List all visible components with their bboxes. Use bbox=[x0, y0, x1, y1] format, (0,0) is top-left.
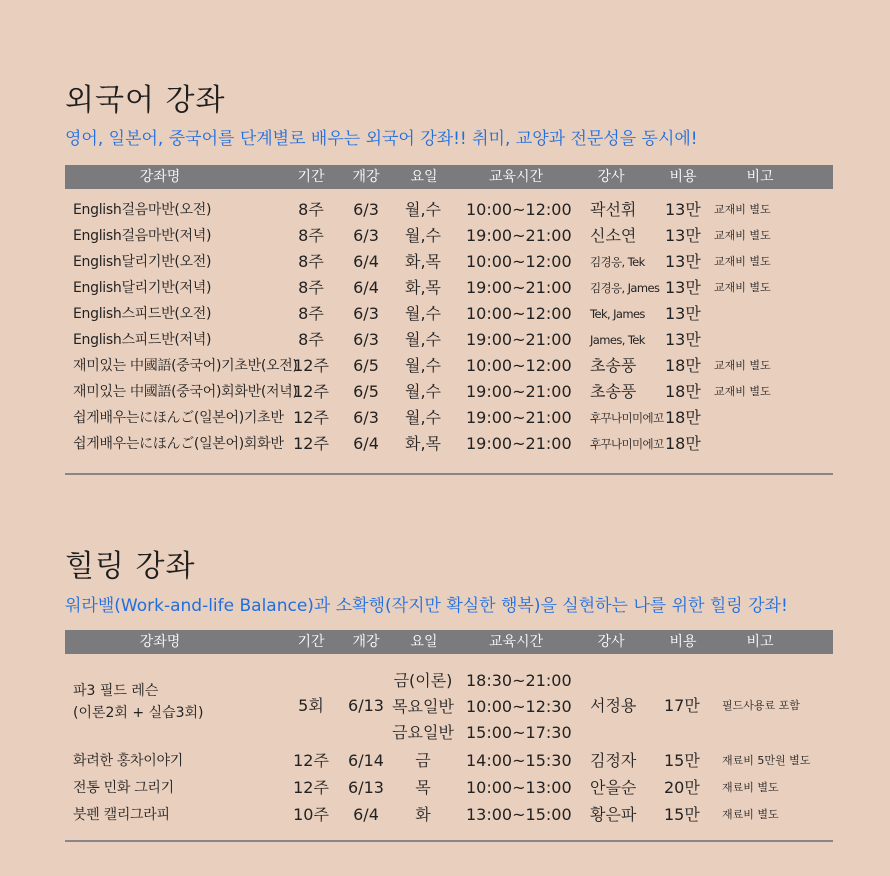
course-name-line2: (이론2회 + 실습3회) bbox=[73, 705, 204, 721]
course-start: 6/13 bbox=[348, 696, 384, 715]
course-note: 교재비 별도 bbox=[714, 255, 771, 268]
table-row bbox=[65, 775, 833, 801]
course-fee: 20만 bbox=[664, 778, 700, 797]
course-start: 6/3 bbox=[353, 226, 379, 245]
header-days: 요일 bbox=[410, 634, 438, 650]
healing-section-subtitle: 워라밸(Work-and-life Balance)과 소확행(작지만 확실한 행복)을 실현하는 나를 위한 힐링 강좌! bbox=[65, 596, 788, 616]
course-instructor: 황은파 bbox=[590, 805, 637, 824]
course-days: 화,목 bbox=[405, 278, 441, 297]
course-instructor: 초송풍 bbox=[590, 356, 637, 375]
course-note: 재료비 5만원 별도 bbox=[722, 754, 811, 767]
course-time: 10:00~12:00 bbox=[466, 304, 572, 323]
course-fee: 18만 bbox=[665, 434, 701, 453]
course-period: 12주 bbox=[293, 434, 329, 453]
course-start: 6/4 bbox=[353, 252, 379, 271]
course-instructor: 김경응, Tek bbox=[590, 255, 645, 269]
table-row bbox=[65, 748, 833, 774]
course-start: 6/3 bbox=[353, 330, 379, 349]
course-period: 5회 bbox=[298, 696, 324, 715]
course-name: 쉽게배우는にほんご(일본어)회화반 bbox=[73, 436, 284, 452]
course-instructor: 후꾸나미미에꼬 bbox=[590, 437, 664, 451]
course-period: 12주 bbox=[293, 751, 329, 770]
course-start: 6/5 bbox=[353, 382, 379, 401]
header-period: 기간 bbox=[297, 169, 325, 185]
course-period: 8주 bbox=[298, 304, 324, 323]
course-time: 19:00~21:00 bbox=[466, 434, 572, 453]
foreign-section-title: 외국어 강좌 bbox=[65, 83, 226, 118]
course-start: 6/14 bbox=[348, 751, 384, 770]
course-time: 10:00~13:00 bbox=[466, 778, 572, 797]
course-days: 금(이론) bbox=[393, 671, 453, 690]
course-instructor: James, Tek bbox=[590, 333, 645, 347]
course-fee: 13만 bbox=[665, 226, 701, 245]
table-row bbox=[65, 668, 833, 746]
course-days: 화 bbox=[415, 805, 431, 824]
course-note: 교재비 별도 bbox=[714, 281, 771, 294]
course-days: 월,수 bbox=[405, 330, 441, 349]
header-start: 개강 bbox=[352, 634, 380, 650]
course-start: 6/4 bbox=[353, 434, 379, 453]
course-time: 10:00~12:00 bbox=[466, 356, 572, 375]
course-fee: 17만 bbox=[664, 696, 700, 715]
course-fee: 13만 bbox=[665, 252, 701, 271]
course-time: 19:00~21:00 bbox=[466, 330, 572, 349]
course-fee: 13만 bbox=[665, 278, 701, 297]
course-period: 12주 bbox=[293, 356, 329, 375]
header-course-name: 강좌명 bbox=[139, 169, 181, 185]
course-days: 화,목 bbox=[405, 434, 441, 453]
course-name: English스피드반(저녁) bbox=[73, 332, 212, 348]
course-note: 재료비 별도 bbox=[722, 781, 779, 794]
course-time: 10:00~12:30 bbox=[466, 697, 572, 716]
course-name: English달리기반(저녁) bbox=[73, 280, 212, 296]
course-note: 교재비 별도 bbox=[714, 385, 771, 398]
course-time: 14:00~15:30 bbox=[466, 751, 572, 770]
table-row bbox=[65, 802, 833, 828]
course-note: 재료비 별도 bbox=[722, 808, 779, 821]
course-name: English달리기반(오전) bbox=[73, 254, 212, 270]
course-period: 8주 bbox=[298, 200, 324, 219]
course-name: 쉽게배우는にほんご(일본어)기초반 bbox=[73, 410, 284, 426]
header-start: 개강 bbox=[352, 169, 380, 185]
course-start: 6/3 bbox=[353, 200, 379, 219]
course-period: 12주 bbox=[293, 778, 329, 797]
course-instructor: 김정자 bbox=[590, 751, 637, 770]
course-time: 13:00~15:00 bbox=[466, 805, 572, 824]
course-fee: 18만 bbox=[665, 408, 701, 427]
course-name: English걸음마반(저녁) bbox=[73, 228, 212, 244]
course-days: 목 bbox=[415, 778, 431, 797]
course-fee: 13만 bbox=[665, 330, 701, 349]
healing-table-header bbox=[65, 630, 833, 654]
course-name: 화려한 홍차이야기 bbox=[73, 753, 183, 769]
course-note: 교재비 별도 bbox=[714, 203, 771, 216]
course-name: 재미있는 中國語(중국어)회화반(저녁) bbox=[73, 384, 298, 400]
healing-table-bottom-rule bbox=[65, 840, 833, 842]
course-period: 8주 bbox=[298, 252, 324, 271]
course-days: 월,수 bbox=[405, 200, 441, 219]
course-days: 목요일반 bbox=[392, 697, 454, 716]
course-name-line1: 파3 필드 레슨 bbox=[73, 683, 159, 699]
course-period: 12주 bbox=[293, 382, 329, 401]
header-time: 교육시간 bbox=[488, 169, 544, 185]
course-instructor: 신소연 bbox=[590, 226, 637, 245]
course-note: 교재비 별도 bbox=[714, 359, 771, 372]
course-instructor: 안을순 bbox=[590, 778, 637, 797]
course-fee: 13만 bbox=[665, 304, 701, 323]
header-fee: 비용 bbox=[669, 634, 697, 650]
course-start: 6/3 bbox=[353, 408, 379, 427]
foreign-section-subtitle: 영어, 일본어, 중국어를 단계별로 배우는 외국어 강좌!! 취미, 교양과 전문성을 동시에! bbox=[65, 129, 698, 149]
course-fee: 15만 bbox=[664, 805, 700, 824]
header-period: 기간 bbox=[297, 634, 325, 650]
course-time: 10:00~12:00 bbox=[466, 252, 572, 271]
course-name: English스피드반(오전) bbox=[73, 306, 212, 322]
course-start: 6/4 bbox=[353, 278, 379, 297]
course-time: 19:00~21:00 bbox=[466, 226, 572, 245]
course-days: 월,수 bbox=[405, 304, 441, 323]
course-fee: 13만 bbox=[665, 200, 701, 219]
course-start: 6/4 bbox=[353, 805, 379, 824]
course-days: 월,수 bbox=[405, 408, 441, 427]
course-name: 전통 민화 그리기 bbox=[73, 780, 174, 796]
course-days: 금요일반 bbox=[392, 723, 454, 742]
course-days: 월,수 bbox=[405, 356, 441, 375]
course-period: 8주 bbox=[298, 330, 324, 349]
course-instructor: 후꾸나미미에꼬 bbox=[590, 411, 664, 425]
header-course-name: 강좌명 bbox=[139, 634, 181, 650]
course-instructor: 서정용 bbox=[590, 696, 637, 715]
course-instructor: Tek, James bbox=[590, 307, 645, 321]
header-days: 요일 bbox=[410, 169, 438, 185]
course-days: 금 bbox=[415, 751, 431, 770]
course-start: 6/13 bbox=[348, 778, 384, 797]
healing-section bbox=[65, 0, 833, 876]
header-instructor: 강사 bbox=[597, 634, 625, 650]
course-time: 19:00~21:00 bbox=[466, 278, 572, 297]
healing-section-title: 힐링 강좌 bbox=[65, 549, 196, 584]
course-name: 재미있는 中國語(중국어)기초반(오전) bbox=[73, 358, 298, 374]
course-instructor: 초송풍 bbox=[590, 382, 637, 401]
course-time: 10:00~12:00 bbox=[466, 200, 572, 219]
course-days: 월,수 bbox=[405, 382, 441, 401]
course-time: 19:00~21:00 bbox=[466, 408, 572, 427]
course-time: 18:30~21:00 bbox=[466, 671, 572, 690]
course-start: 6/5 bbox=[353, 356, 379, 375]
course-time: 15:00~17:30 bbox=[466, 723, 572, 742]
course-fee: 18만 bbox=[665, 382, 701, 401]
course-fee: 18만 bbox=[665, 356, 701, 375]
course-period: 8주 bbox=[298, 278, 324, 297]
course-instructor: 곽선휘 bbox=[590, 200, 637, 219]
header-instructor: 강사 bbox=[597, 169, 625, 185]
header-fee: 비용 bbox=[669, 169, 697, 185]
course-period: 8주 bbox=[298, 226, 324, 245]
course-note: 교재비 별도 bbox=[714, 229, 771, 242]
course-days: 화,목 bbox=[405, 252, 441, 271]
course-name: English걸음마반(오전) bbox=[73, 202, 212, 218]
course-name: 붓펜 캘리그라피 bbox=[73, 807, 170, 823]
course-instructor: 김경응, James bbox=[590, 281, 660, 295]
header-note: 비고 bbox=[746, 169, 774, 185]
course-days: 월,수 bbox=[405, 226, 441, 245]
course-fee: 15만 bbox=[664, 751, 700, 770]
header-time: 교육시간 bbox=[488, 634, 544, 650]
course-period: 12주 bbox=[293, 408, 329, 427]
course-start: 6/3 bbox=[353, 304, 379, 323]
course-note: 필드사용료 포함 bbox=[722, 699, 800, 712]
course-time: 19:00~21:00 bbox=[466, 382, 572, 401]
course-period: 10주 bbox=[293, 805, 329, 824]
header-note: 비고 bbox=[746, 634, 774, 650]
